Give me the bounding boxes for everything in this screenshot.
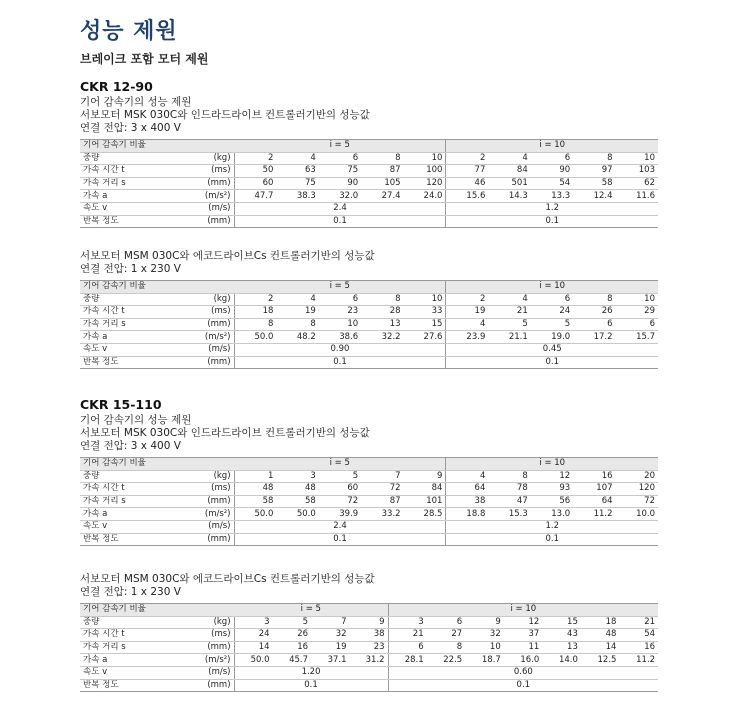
value-cell: 37 [504, 629, 543, 642]
value-cell: 38.3 [276, 190, 318, 203]
value-cell: 2 [234, 152, 276, 165]
row-label: 중량 [80, 616, 172, 629]
row-unit: (m/s²) [172, 654, 234, 667]
spec-description-line: 연결 전압: 3 x 400 V [80, 440, 181, 452]
ratio-group-i10: i = 10 [446, 140, 658, 153]
value-cell: 18.7 [465, 654, 504, 667]
value-cell: 72 [319, 495, 361, 508]
repeat-row [80, 215, 658, 228]
ratio-group-i10: i = 10 [388, 604, 658, 617]
value-cell: 11 [504, 641, 543, 654]
section-ckr15-110-msk [80, 398, 658, 546]
row-unit: (kg) [172, 470, 234, 483]
row-label: 가속 a [80, 508, 172, 521]
value-cell: 8 [573, 152, 615, 165]
row-unit: (ms) [172, 629, 234, 642]
value-cell: 62 [616, 177, 658, 190]
value-cell: 4 [488, 152, 530, 165]
value-cell: 64 [446, 483, 488, 496]
value-cell: 90 [531, 165, 573, 178]
value-cell: 87 [361, 165, 403, 178]
value-cell: 3 [276, 470, 318, 483]
row-unit: (m/s²) [172, 190, 234, 203]
value-cell: 50.0 [234, 508, 276, 521]
value-cell: 47 [488, 495, 530, 508]
value-cell: 6 [531, 293, 573, 306]
spec-table [80, 280, 658, 369]
ratio-header-row [80, 604, 658, 617]
value-cell: 0.45 [446, 343, 658, 356]
value-cell: 32.2 [361, 331, 403, 344]
row-unit: (ms) [172, 483, 234, 496]
row-unit: (m/s) [172, 520, 234, 533]
section-ckr12-90-msk [80, 80, 658, 228]
table-row [80, 483, 658, 496]
row-unit: (ms) [172, 165, 234, 178]
value-cell: 9 [465, 616, 504, 629]
value-cell: 23 [350, 641, 389, 654]
value-cell: 5 [531, 318, 573, 331]
row-label: 가속 거리 s [80, 177, 172, 190]
value-cell: 1.20 [234, 666, 388, 679]
value-cell: 58 [276, 495, 318, 508]
value-cell: 7 [311, 616, 350, 629]
row-label: 속도 v [80, 202, 172, 215]
table-row [80, 306, 658, 319]
value-cell: 18 [581, 616, 620, 629]
value-cell: 38 [350, 629, 389, 642]
spec-description-line: 서보모터 MSK 030C와 인드라드라이브 컨트롤러기반의 성능값 [80, 109, 370, 121]
value-cell: 72 [361, 483, 403, 496]
row-label: 반복 정도 [80, 356, 172, 369]
value-cell: 12.4 [573, 190, 615, 203]
value-cell: 12 [531, 470, 573, 483]
value-cell: 12.5 [581, 654, 620, 667]
value-cell: 77 [446, 165, 488, 178]
value-cell: 4 [276, 152, 318, 165]
row-unit: (mm) [172, 215, 234, 228]
value-cell: 54 [531, 177, 573, 190]
table-row [80, 152, 658, 165]
value-cell: 54 [619, 629, 658, 642]
value-cell: 90 [319, 177, 361, 190]
section-spacer [80, 242, 658, 250]
value-cell: 11.2 [619, 654, 658, 667]
value-cell: 23.9 [446, 331, 488, 344]
value-cell: 15.7 [616, 331, 658, 344]
speed-row [80, 343, 658, 356]
value-cell: 4 [488, 293, 530, 306]
value-cell: 19 [446, 306, 488, 319]
row-label: 가속 시간 t [80, 483, 172, 496]
value-cell: 21 [619, 616, 658, 629]
model-name: CKR 15-110 [80, 397, 162, 412]
table-row [80, 616, 658, 629]
value-cell: 101 [404, 495, 446, 508]
value-cell: 11.6 [616, 190, 658, 203]
value-cell: 18.8 [446, 508, 488, 521]
table-row [80, 470, 658, 483]
row-label: 반복 정도 [80, 215, 172, 228]
row-label: 가속 시간 t [80, 165, 172, 178]
row-unit: (mm) [172, 495, 234, 508]
spec-description-line: 연결 전압: 1 x 230 V [80, 586, 181, 598]
value-cell: 0.1 [446, 533, 658, 546]
value-cell: 2 [234, 293, 276, 306]
value-cell: 27.6 [404, 331, 446, 344]
row-label: 반복 정도 [80, 679, 172, 692]
value-cell: 58 [573, 177, 615, 190]
value-cell: 6 [388, 641, 427, 654]
spec-description-line: 서보모터 MSM 030C와 에코드라이브Cs 컨트롤러기반의 성능값 [80, 573, 375, 585]
value-cell: 64 [573, 495, 615, 508]
table-row [80, 165, 658, 178]
value-cell: 7 [361, 470, 403, 483]
value-cell: 23 [319, 306, 361, 319]
value-cell: 78 [488, 483, 530, 496]
row-label: 가속 a [80, 654, 172, 667]
value-cell: 63 [276, 165, 318, 178]
value-cell: 21 [488, 306, 530, 319]
spec-description-line: 연결 전압: 1 x 230 V [80, 263, 181, 275]
value-cell: 60 [319, 483, 361, 496]
value-cell: 38 [446, 495, 488, 508]
value-cell: 13 [361, 318, 403, 331]
value-cell: 103 [616, 165, 658, 178]
model-name: CKR 12-90 [80, 79, 153, 94]
table-row [80, 654, 658, 667]
value-cell: 120 [616, 483, 658, 496]
value-cell: 13.0 [531, 508, 573, 521]
ratio-label: 기어 감속기 비율 [80, 604, 234, 617]
value-cell: 26 [573, 306, 615, 319]
ratio-header-row [80, 458, 658, 471]
value-cell: 87 [361, 495, 403, 508]
spec-description-line: 서보모터 MSK 030C와 인드라드라이브 컨트롤러기반의 성능값 [80, 427, 370, 439]
spec-description-line: 서보모터 MSM 030C와 에코드라이브Cs 컨트롤러기반의 성능값 [80, 250, 375, 262]
value-cell: 10.0 [616, 508, 658, 521]
value-cell: 10 [319, 318, 361, 331]
value-cell: 50 [234, 165, 276, 178]
value-cell: 501 [488, 177, 530, 190]
value-cell: 39.9 [319, 508, 361, 521]
value-cell: 1.2 [446, 202, 658, 215]
value-cell: 50.0 [234, 654, 273, 667]
row-label: 속도 v [80, 343, 172, 356]
value-cell: 15.3 [488, 508, 530, 521]
value-cell: 4 [276, 293, 318, 306]
value-cell: 15 [404, 318, 446, 331]
value-cell: 0.60 [388, 666, 658, 679]
value-cell: 48 [234, 483, 276, 496]
value-cell: 38.6 [319, 331, 361, 344]
value-cell: 75 [319, 165, 361, 178]
row-label: 중량 [80, 293, 172, 306]
ratio-label: 기어 감속기 비율 [80, 140, 234, 153]
value-cell: 93 [531, 483, 573, 496]
ratio-group-i5: i = 5 [234, 604, 388, 617]
value-cell: 4 [446, 470, 488, 483]
table-row [80, 331, 658, 344]
value-cell: 10 [465, 641, 504, 654]
value-cell: 2 [446, 293, 488, 306]
value-cell: 13 [542, 641, 581, 654]
row-label: 가속 거리 s [80, 641, 172, 654]
value-cell: 8 [276, 318, 318, 331]
value-cell: 17.2 [573, 331, 615, 344]
value-cell: 13.3 [531, 190, 573, 203]
value-cell: 26 [273, 629, 312, 642]
value-cell: 19.0 [531, 331, 573, 344]
value-cell: 45.7 [273, 654, 312, 667]
value-cell: 6 [531, 152, 573, 165]
value-cell: 8 [361, 293, 403, 306]
row-label: 가속 거리 s [80, 318, 172, 331]
value-cell: 48 [581, 629, 620, 642]
value-cell: 31.2 [350, 654, 389, 667]
ratio-group-i5: i = 5 [234, 281, 446, 294]
value-cell: 1 [234, 470, 276, 483]
spec-table [80, 139, 658, 228]
value-cell: 50.0 [276, 508, 318, 521]
value-cell: 28.5 [404, 508, 446, 521]
value-cell: 0.1 [234, 215, 446, 228]
value-cell: 2.4 [234, 520, 446, 533]
spec-description-line: 기어 감속기의 성능 제원 [80, 414, 192, 426]
row-unit: (ms) [172, 306, 234, 319]
value-cell: 10 [616, 293, 658, 306]
table-row [80, 629, 658, 642]
value-cell: 5 [273, 616, 312, 629]
value-cell: 8 [361, 152, 403, 165]
value-cell: 32.0 [319, 190, 361, 203]
row-label: 가속 시간 t [80, 306, 172, 319]
value-cell: 100 [404, 165, 446, 178]
value-cell: 8 [573, 293, 615, 306]
value-cell: 19 [276, 306, 318, 319]
value-cell: 20 [616, 470, 658, 483]
value-cell: 10 [404, 293, 446, 306]
value-cell: 84 [404, 483, 446, 496]
value-cell: 8 [427, 641, 466, 654]
row-label: 가속 a [80, 190, 172, 203]
table-row [80, 495, 658, 508]
ratio-label: 기어 감속기 비율 [80, 458, 234, 471]
value-cell: 28.1 [388, 654, 427, 667]
row-label: 가속 거리 s [80, 495, 172, 508]
ratio-label: 기어 감속기 비율 [80, 281, 234, 294]
page-title: 성능 제원 [80, 19, 178, 44]
value-cell: 3 [388, 616, 427, 629]
row-unit: (m/s) [172, 666, 234, 679]
repeat-row [80, 679, 658, 692]
row-unit: (mm) [172, 679, 234, 692]
value-cell: 18 [234, 306, 276, 319]
value-cell: 56 [531, 495, 573, 508]
ratio-header-row [80, 140, 658, 153]
value-cell: 24 [531, 306, 573, 319]
value-cell: 15.6 [446, 190, 488, 203]
row-unit: (kg) [172, 616, 234, 629]
value-cell: 50.0 [234, 331, 276, 344]
section-spacer [80, 565, 658, 573]
spec-table [80, 603, 658, 692]
value-cell: 27.4 [361, 190, 403, 203]
value-cell: 120 [404, 177, 446, 190]
value-cell: 33 [404, 306, 446, 319]
value-cell: 84 [488, 165, 530, 178]
value-cell: 0.1 [446, 356, 658, 369]
value-cell: 6 [319, 152, 361, 165]
value-cell: 14.0 [542, 654, 581, 667]
row-unit: (mm) [172, 318, 234, 331]
value-cell: 58 [234, 495, 276, 508]
row-unit: (m/s) [172, 202, 234, 215]
row-label: 반복 정도 [80, 533, 172, 546]
value-cell: 24.0 [404, 190, 446, 203]
row-unit: (mm) [172, 177, 234, 190]
value-cell: 6 [427, 616, 466, 629]
value-cell: 37.1 [311, 654, 350, 667]
value-cell: 21 [388, 629, 427, 642]
value-cell: 16 [273, 641, 312, 654]
value-cell: 0.90 [234, 343, 446, 356]
spec-description-line: 기어 감속기의 성능 제원 [80, 96, 192, 108]
value-cell: 16 [619, 641, 658, 654]
value-cell: 0.1 [234, 533, 446, 546]
value-cell: 24 [234, 629, 273, 642]
value-cell: 2 [446, 152, 488, 165]
row-unit: (mm) [172, 356, 234, 369]
row-unit: (m/s²) [172, 331, 234, 344]
value-cell: 8 [234, 318, 276, 331]
table-row [80, 190, 658, 203]
value-cell: 15 [542, 616, 581, 629]
value-cell: 105 [361, 177, 403, 190]
value-cell: 4 [446, 318, 488, 331]
row-unit: (m/s) [172, 343, 234, 356]
value-cell: 12 [504, 616, 543, 629]
value-cell: 9 [350, 616, 389, 629]
value-cell: 32 [311, 629, 350, 642]
value-cell: 8 [488, 470, 530, 483]
value-cell: 14 [234, 641, 273, 654]
value-cell: 10 [616, 152, 658, 165]
value-cell: 3 [234, 616, 273, 629]
table-row [80, 641, 658, 654]
value-cell: 5 [319, 470, 361, 483]
row-unit: (kg) [172, 293, 234, 306]
value-cell: 46 [446, 177, 488, 190]
row-label: 속도 v [80, 666, 172, 679]
value-cell: 72 [616, 495, 658, 508]
value-cell: 11.2 [573, 508, 615, 521]
value-cell: 5 [488, 318, 530, 331]
spec-description-line: 연결 전압: 3 x 400 V [80, 122, 181, 134]
speed-row [80, 202, 658, 215]
speed-row [80, 520, 658, 533]
spec-table [80, 457, 658, 546]
value-cell: 48 [276, 483, 318, 496]
ratio-group-i10: i = 10 [446, 458, 658, 471]
value-cell: 60 [234, 177, 276, 190]
value-cell: 43 [542, 629, 581, 642]
value-cell: 1.2 [446, 520, 658, 533]
table-row [80, 177, 658, 190]
value-cell: 47.7 [234, 190, 276, 203]
value-cell: 0.1 [234, 679, 388, 692]
value-cell: 22.5 [427, 654, 466, 667]
repeat-row [80, 533, 658, 546]
table-row [80, 293, 658, 306]
speed-row [80, 666, 658, 679]
ratio-group-i5: i = 5 [234, 458, 446, 471]
row-label: 중량 [80, 470, 172, 483]
value-cell: 10 [404, 152, 446, 165]
value-cell: 6 [616, 318, 658, 331]
value-cell: 32 [465, 629, 504, 642]
repeat-row [80, 356, 658, 369]
value-cell: 21.1 [488, 331, 530, 344]
value-cell: 33.2 [361, 508, 403, 521]
value-cell: 14 [581, 641, 620, 654]
value-cell: 6 [319, 293, 361, 306]
value-cell: 9 [404, 470, 446, 483]
row-label: 가속 a [80, 331, 172, 344]
value-cell: 0.1 [234, 356, 446, 369]
ratio-group-i5: i = 5 [234, 140, 446, 153]
value-cell: 6 [573, 318, 615, 331]
value-cell: 75 [276, 177, 318, 190]
value-cell: 2.4 [234, 202, 446, 215]
value-cell: 48.2 [276, 331, 318, 344]
ratio-group-i10: i = 10 [446, 281, 658, 294]
ratio-header-row [80, 281, 658, 294]
row-unit: (m/s²) [172, 508, 234, 521]
table-row [80, 318, 658, 331]
section-ckr15-110-msm [80, 565, 658, 692]
value-cell: 107 [573, 483, 615, 496]
row-unit: (kg) [172, 152, 234, 165]
value-cell: 16 [573, 470, 615, 483]
row-label: 중량 [80, 152, 172, 165]
value-cell: 0.1 [446, 215, 658, 228]
value-cell: 0.1 [388, 679, 658, 692]
value-cell: 19 [311, 641, 350, 654]
row-unit: (mm) [172, 533, 234, 546]
table-row [80, 508, 658, 521]
value-cell: 28 [361, 306, 403, 319]
row-unit: (mm) [172, 641, 234, 654]
value-cell: 14.3 [488, 190, 530, 203]
value-cell: 97 [573, 165, 615, 178]
page-subtitle: 브레이크 포함 모터 제원 [80, 52, 209, 66]
value-cell: 29 [616, 306, 658, 319]
value-cell: 16.0 [504, 654, 543, 667]
value-cell: 27 [427, 629, 466, 642]
section-ckr12-90-msm [80, 242, 658, 369]
row-label: 속도 v [80, 520, 172, 533]
row-label: 가속 시간 t [80, 629, 172, 642]
